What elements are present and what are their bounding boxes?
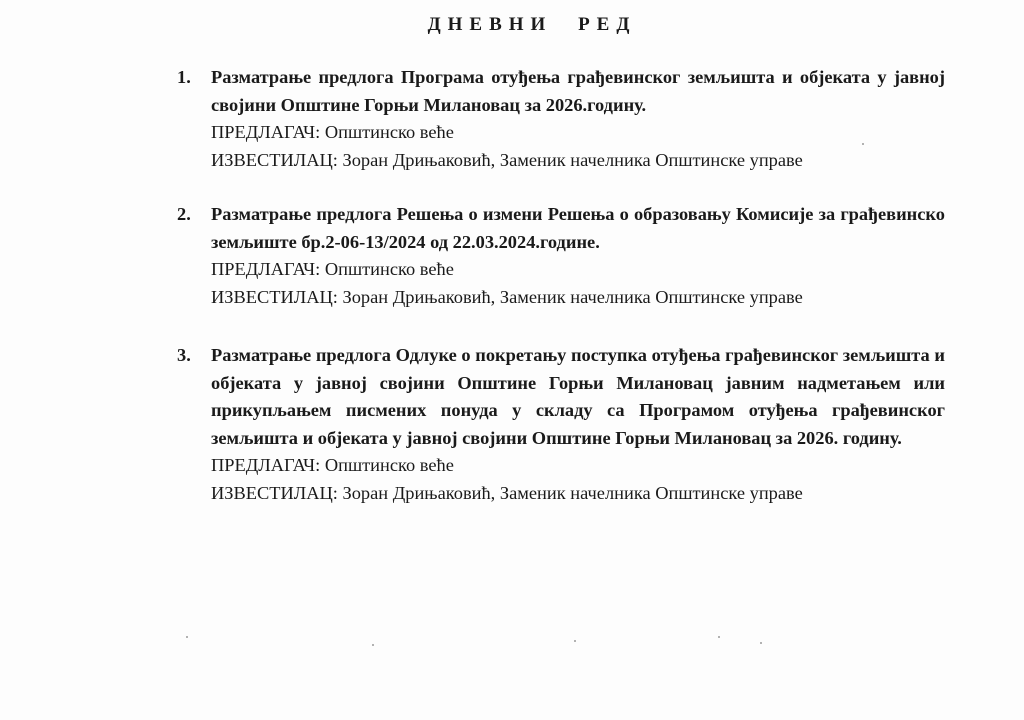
agenda-item — [177, 201, 945, 311]
item-heading: Разматрање предлога Програма отуђења грађевинског земљишта и објеката у јавној својини Општине Горњи Милановац за 2026.годину. — [211, 67, 945, 115]
item-rapporteur: ИЗВЕСТИЛАЦ: Зоран Дрињаковић, Заменик начелника Општинске управе — [211, 482, 803, 503]
item-number: 2. — [177, 204, 191, 224]
item-number: 1. — [177, 67, 191, 87]
item-proposer: ПРЕДЛАГАЧ: Општинско веће — [211, 455, 454, 475]
item-rapporteur: ИЗВЕСТИЛАЦ: Зоран Дрињаковић, Заменик начелника Општинске управе — [211, 149, 803, 170]
scan-speck — [186, 636, 188, 638]
item-proposer: ПРЕДЛАГАЧ: Општинско веће — [211, 122, 454, 142]
scan-speck — [574, 640, 576, 642]
item-heading: Разматрање предлога Одлуке о покретању поступка отуђења грађевинског земљишта и објеката у јавној својини Општине Горњи Милановац јавним надметањем или прикупљањем писмених понуда у складу са Програмом отуђења грађевинског земљишта и објеката у јавној својини Општине Горњи Милановац за 2026. годину. — [211, 345, 945, 448]
scan-speck — [372, 644, 374, 646]
scan-speck — [760, 642, 762, 644]
scan-speck — [862, 143, 864, 145]
item-number: 3. — [177, 345, 191, 365]
agenda-title: ДНЕВНИ РЕД — [427, 14, 637, 35]
item-proposer: ПРЕДЛАГАЧ: Општинско веће — [211, 259, 454, 279]
scan-speck — [718, 636, 720, 638]
agenda-list — [177, 64, 945, 507]
agenda-item — [177, 342, 945, 507]
item-rapporteur: ИЗВЕСТИЛАЦ: Зоран Дрињаковић, Заменик начелника Општинске управе — [211, 286, 803, 307]
item-heading: Разматрање предлога Решења о измени Решења о образовању Комисије за грађевинско земљиште бр.2-06-13/2024 од 22.03.2024.године. — [211, 204, 945, 252]
agenda-item — [177, 64, 945, 174]
